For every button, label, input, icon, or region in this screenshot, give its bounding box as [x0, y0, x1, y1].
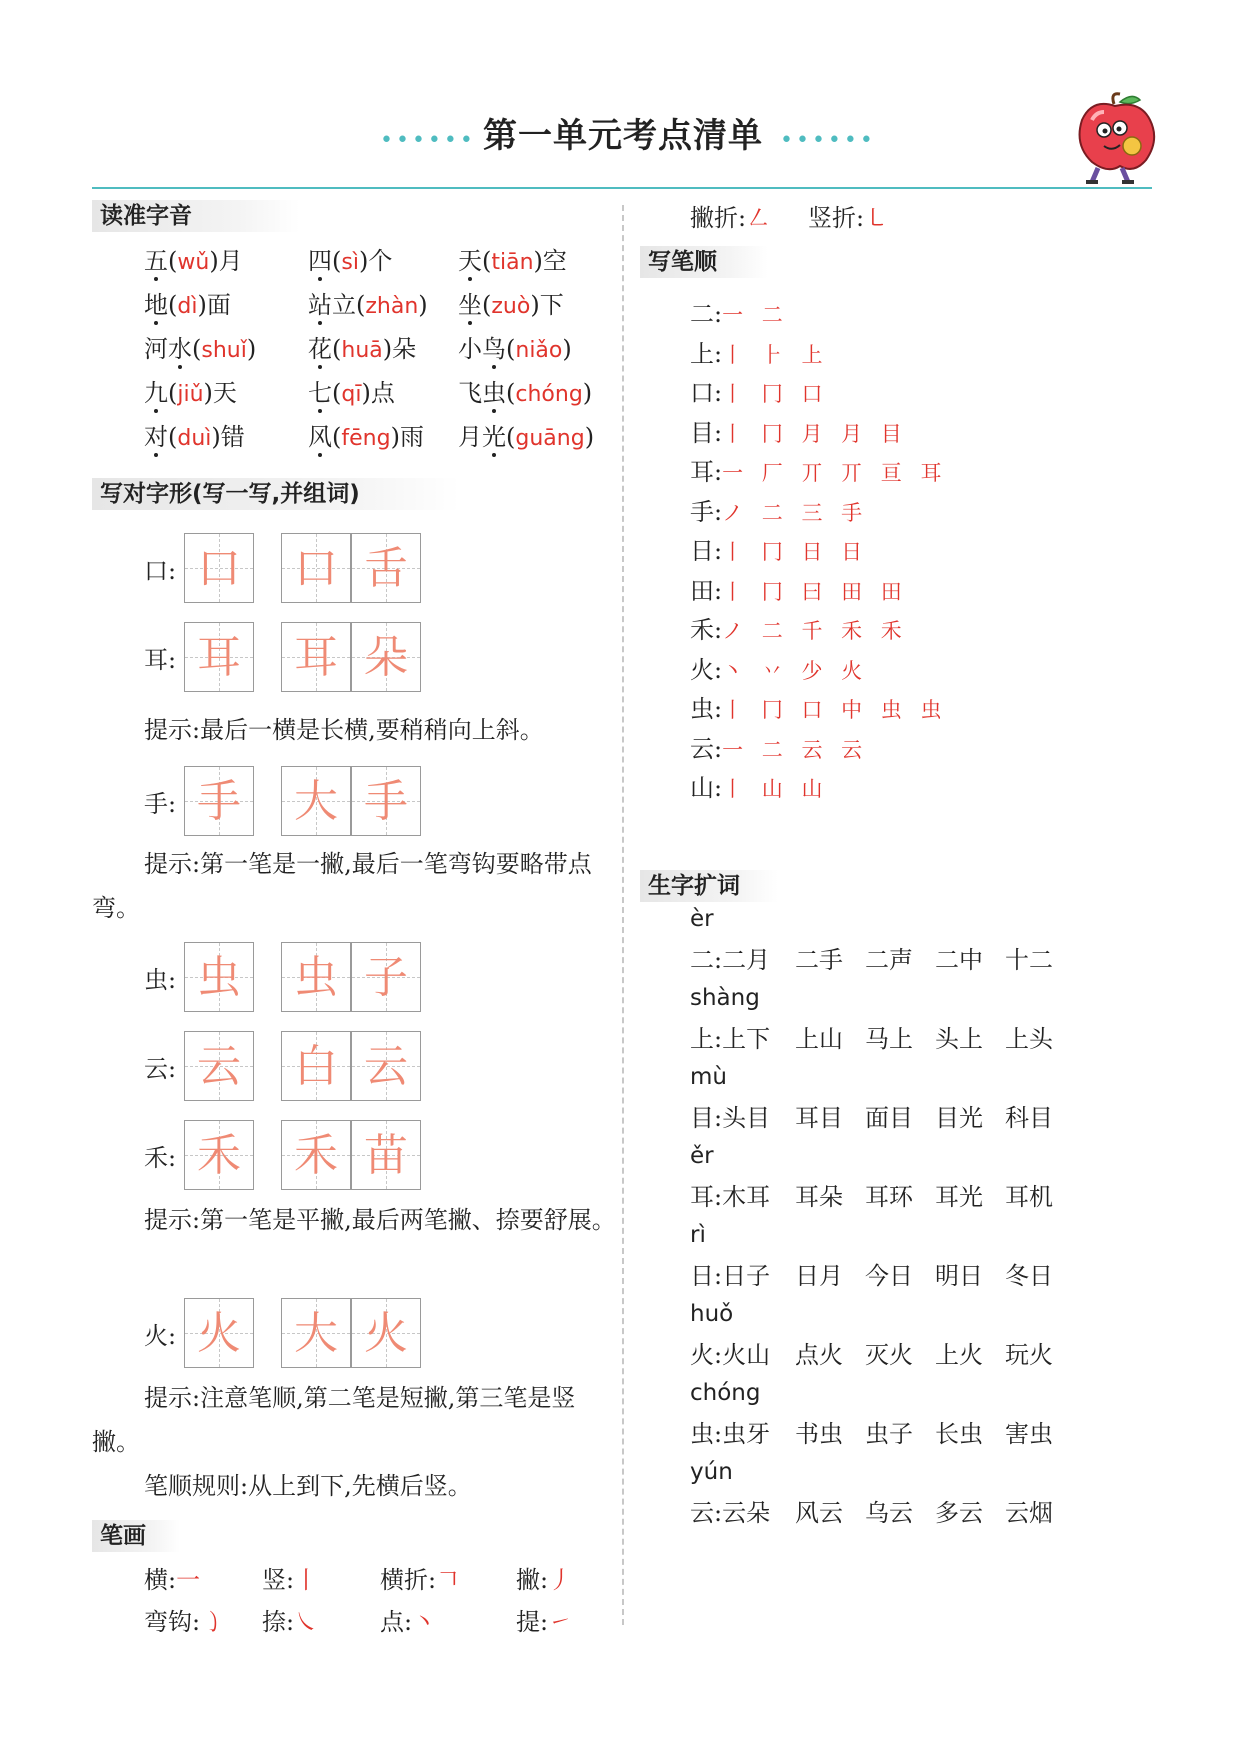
stroke-item	[144, 1604, 224, 1640]
vocab-pinyin: yún	[690, 1459, 733, 1485]
vocab-word: 书虫	[795, 1420, 843, 1448]
pinyin-suffix: )个	[358, 247, 393, 275]
vocab-word: 云烟	[1005, 1499, 1053, 1527]
tianzi-char: 口	[294, 543, 338, 594]
tianzi-box	[184, 942, 254, 1012]
pinyin-char: 天(	[458, 247, 492, 275]
order-sequence: 丨 山 山	[722, 777, 829, 801]
stroke-name: 撇:	[516, 1566, 549, 1594]
decorative-dots-left: ••••••	[380, 128, 476, 153]
pinyin-answer: dì	[177, 294, 198, 319]
vocab-word: 虫:虫牙	[690, 1420, 771, 1448]
vocab-word: 马上	[865, 1025, 913, 1053]
pinyin-char: 地(	[144, 291, 178, 319]
vocab-word: 风云	[795, 1499, 843, 1527]
vocab-word: 上头	[1005, 1025, 1053, 1053]
pinyin-item	[144, 331, 256, 369]
tianzi-box	[281, 1031, 351, 1101]
stroke-name: 提:	[516, 1608, 549, 1636]
pinyin-answer: shuǐ	[201, 338, 247, 363]
stroke-order-row	[690, 652, 868, 688]
tianzi-box	[184, 533, 254, 603]
tip-text: 提示:最后一横是长横,要稍稍向上斜。	[144, 716, 544, 744]
stroke-name: 撇折:	[690, 204, 747, 232]
stroke-name: 横折:	[380, 1566, 437, 1594]
tianzi-box	[351, 1298, 421, 1368]
vocab-word: 头上	[935, 1025, 983, 1053]
order-label: 目:	[690, 418, 723, 447]
pinyin-char: 河水(	[144, 335, 202, 363]
stroke-glyph: ㇜	[746, 204, 771, 232]
vocab-word: 明日	[935, 1262, 983, 1290]
stroke-name: 点:	[380, 1608, 413, 1636]
order-sequence: ノ 二 三 手	[722, 500, 869, 525]
decorative-dots-right: ••••••	[780, 128, 876, 153]
pinyin-answer: wǔ	[177, 250, 210, 275]
page-header	[0, 100, 1241, 180]
section-title-writing: 写对字形(写一写,并组词)	[92, 478, 460, 510]
char-label: 虫:	[144, 966, 177, 994]
stroke-name: 横:	[144, 1566, 177, 1594]
tianzi-char: 大	[294, 776, 338, 827]
stroke-glyph: 一	[176, 1566, 201, 1594]
tianzi-box	[184, 1120, 254, 1190]
stroke-name: 竖折:	[808, 204, 865, 232]
stroke-glyph: ㇀	[548, 1608, 573, 1636]
vocab-pinyin: èr	[690, 906, 714, 932]
pinyin-char: 五(	[144, 247, 178, 275]
stroke-name: 弯钩:	[144, 1608, 201, 1636]
vocab-word: 二:二月	[690, 946, 771, 974]
section-title-order: 写笔顺	[640, 246, 768, 278]
stroke-order-row	[690, 573, 908, 609]
stroke-order-row	[690, 731, 868, 767]
char-label: 口:	[144, 557, 177, 585]
pinyin-item	[144, 287, 231, 325]
vocab-word: 二声	[865, 946, 913, 974]
order-sequence: 丨 冂 月 月 目	[722, 421, 908, 446]
vocab-word: 冬日	[1005, 1262, 1053, 1290]
vocab-pinyin: huǒ	[690, 1301, 734, 1327]
pinyin-char: 四(	[308, 247, 342, 275]
tianzi-char: 云	[364, 1041, 408, 1092]
order-label: 耳:	[690, 458, 723, 486]
pinyin-char: 飞虫(	[458, 379, 516, 407]
char-label: 禾:	[144, 1144, 177, 1172]
pinyin-answer: fēng	[341, 426, 391, 451]
pinyin-char: 花(	[308, 335, 342, 363]
order-sequence: 一 二	[722, 303, 789, 327]
tianzi-box	[351, 533, 421, 603]
stroke-glyph: 丿	[548, 1566, 573, 1594]
stroke-item	[380, 1604, 436, 1640]
char-label: 耳:	[144, 646, 177, 674]
vocab-word: 火:火山	[690, 1341, 771, 1369]
pinyin-answer: zhàn	[365, 294, 419, 319]
order-label: 口:	[690, 379, 723, 407]
pinyin-suffix: )点	[361, 379, 395, 407]
stroke-order-row	[690, 533, 868, 569]
stroke-item	[516, 1604, 572, 1640]
stroke-order-row	[690, 691, 947, 727]
tianzi-char: 虫	[294, 952, 338, 1003]
pinyin-item	[308, 287, 428, 325]
vocab-word: 科目	[1005, 1104, 1053, 1132]
vocab-word: 二手	[795, 946, 843, 974]
pinyin-answer: jiǔ	[177, 382, 204, 407]
pinyin-suffix: )雨	[390, 423, 424, 451]
pinyin-item	[308, 243, 392, 281]
stroke-item	[144, 1562, 200, 1598]
stroke-glyph: 丨	[294, 1566, 319, 1594]
tianzi-char: 舌	[364, 543, 408, 594]
stroke-glyph: 丶	[412, 1608, 437, 1636]
pinyin-suffix: )	[562, 335, 572, 363]
order-label: 禾:	[690, 616, 723, 644]
stroke-glyph: 𠃍	[436, 1566, 461, 1594]
order-label: 田:	[690, 576, 723, 605]
tianzi-box	[281, 622, 351, 692]
tianzi-char: 手	[197, 776, 241, 827]
pinyin-item	[458, 419, 594, 457]
stroke-order-row	[690, 494, 868, 530]
tianzi-box	[281, 942, 351, 1012]
vocab-word: 耳光	[935, 1183, 983, 1211]
pinyin-suffix: )朵	[382, 335, 417, 363]
tianzi-box	[281, 1298, 351, 1368]
tianzi-box	[184, 1298, 254, 1368]
tianzi-box	[281, 533, 351, 603]
tianzi-char: 虫	[197, 952, 241, 1003]
tianzi-box	[351, 622, 421, 692]
tianzi-char: 火	[364, 1308, 408, 1359]
header-divider-line	[92, 187, 1152, 189]
pinyin-item	[144, 419, 245, 457]
vocab-pinyin: rì	[690, 1222, 706, 1248]
pinyin-suffix: )面	[197, 291, 231, 319]
column-divider	[622, 205, 624, 1625]
pinyin-answer: duì	[177, 426, 212, 451]
pinyin-char: 七(	[308, 379, 342, 407]
tianzi-char: 禾	[294, 1130, 338, 1181]
pinyin-suffix: )	[418, 291, 428, 319]
tianzi-char: 朵	[364, 632, 408, 683]
tip-text: 提示:第一笔是一撇,最后一笔弯钩要略带点弯。	[92, 850, 592, 922]
pinyin-item	[144, 243, 243, 281]
stroke-order-row	[690, 612, 908, 648]
order-label: 上:	[690, 339, 723, 368]
vocab-word: 乌云	[865, 1499, 913, 1527]
vocab-word: 目光	[935, 1104, 983, 1132]
char-label: 云:	[144, 1055, 177, 1083]
stroke-order-row	[690, 415, 908, 451]
pinyin-item	[458, 375, 592, 413]
stroke-order-row	[690, 454, 947, 490]
tianzi-box	[184, 1031, 254, 1101]
tianzi-char: 耳	[294, 632, 338, 683]
order-sequence: 一 二 云 云	[722, 737, 869, 762]
stroke-item	[262, 1604, 318, 1640]
vocab-pinyin: shàng	[690, 985, 760, 1011]
pinyin-suffix: )下	[530, 291, 564, 319]
order-label: 火:	[690, 655, 723, 684]
pinyin-char: 九(	[144, 379, 178, 407]
order-sequence: ノ 二 千 禾 禾	[722, 619, 908, 643]
vocab-word: 日月	[795, 1262, 843, 1290]
vocab-word: 耳:木耳	[690, 1183, 771, 1211]
pinyin-item	[308, 375, 395, 413]
order-sequence: 丨 冂 曰 田 田	[722, 579, 908, 604]
vocab-pinyin: mù	[690, 1064, 727, 1090]
stroke-glyph: ㇄	[864, 204, 889, 232]
tianzi-char: 火	[197, 1308, 241, 1359]
pinyin-answer: guāng	[515, 426, 585, 451]
order-label: 云:	[690, 734, 723, 763]
order-sequence: 丨 冂 日 日	[722, 540, 869, 564]
pinyin-suffix: )	[584, 423, 595, 451]
stroke-name: 竖:	[262, 1566, 295, 1594]
pinyin-suffix: )天	[203, 379, 237, 407]
pinyin-answer: niǎo	[515, 338, 563, 363]
tianzi-box	[351, 1120, 421, 1190]
vocab-word: 上火	[935, 1341, 983, 1369]
pinyin-char: 站立(	[308, 291, 366, 319]
vocab-word: 耳环	[865, 1183, 913, 1211]
tianzi-char: 云	[197, 1041, 241, 1092]
tip-text: 提示:注意笔顺,第二笔是短撇,第三笔是竖撇。	[92, 1384, 576, 1456]
order-label: 山:	[690, 774, 723, 802]
stroke-order-row	[690, 375, 828, 411]
vocab-word: 害虫	[1005, 1420, 1053, 1448]
order-sequence: 丶 丷 少 火	[722, 658, 869, 683]
pinyin-char: 对(	[144, 423, 178, 451]
tianzi-box	[351, 1031, 421, 1101]
pinyin-suffix: )错	[211, 423, 245, 451]
stroke-order-row	[690, 336, 828, 372]
order-label: 二:	[690, 300, 723, 328]
pinyin-item	[458, 287, 564, 325]
tip-text: 提示:第一笔是平撇,最后两笔撇、捺要舒展。	[144, 1206, 616, 1234]
stroke-glyph: ㇏	[294, 1608, 319, 1636]
tianzi-char: 苗	[364, 1130, 408, 1181]
pinyin-char: 月光(	[458, 423, 516, 451]
char-label: 火:	[144, 1322, 177, 1350]
vocab-word: 耳机	[1005, 1183, 1053, 1211]
order-sequence: 一 厂 丌 丌 亘 耳	[722, 461, 948, 485]
pinyin-item	[458, 331, 572, 369]
vocab-word: 云:云朵	[690, 1499, 771, 1527]
vocab-word: 上山	[795, 1025, 843, 1053]
pinyin-answer: tiān	[491, 250, 534, 275]
stroke-order-row	[690, 296, 789, 332]
pinyin-answer: chóng	[515, 382, 583, 407]
vocab-word: 玩火	[1005, 1341, 1053, 1369]
stroke-item	[808, 200, 888, 236]
pinyin-answer: sì	[341, 250, 359, 275]
tianzi-char: 耳	[197, 632, 241, 683]
vocab-word: 今日	[865, 1262, 913, 1290]
vocab-word: 上:上下	[690, 1025, 771, 1053]
pinyin-suffix: )	[582, 379, 593, 407]
vocab-word: 耳朵	[795, 1183, 843, 1211]
tianzi-box	[351, 766, 421, 836]
tianzi-box	[184, 622, 254, 692]
pinyin-suffix: )月	[209, 247, 243, 275]
stroke-item	[380, 1562, 460, 1598]
tianzi-box	[351, 942, 421, 1012]
tianzi-char: 白	[294, 1041, 338, 1092]
vocab-word: 日:日子	[690, 1262, 771, 1290]
vocab-word: 目:头目	[690, 1104, 771, 1132]
tianzi-box	[184, 766, 254, 836]
page-title: 第一单元考点清单	[483, 116, 763, 156]
section-title-strokes: 笔画	[92, 1520, 180, 1552]
pinyin-suffix: )	[246, 335, 257, 363]
stroke-order-row	[690, 770, 828, 806]
tianzi-char: 子	[364, 952, 408, 1003]
order-label: 虫:	[690, 695, 723, 723]
vocab-word: 长虫	[935, 1420, 983, 1448]
order-sequence: 丨 冂 口 中 虫 虫	[722, 698, 948, 722]
vocab-word: 灭火	[865, 1341, 913, 1369]
vocab-word: 十二	[1005, 946, 1053, 974]
stroke-item	[262, 1562, 318, 1598]
tianzi-char: 手	[364, 776, 408, 827]
tianzi-char: 禾	[197, 1130, 241, 1181]
vocab-pinyin: chóng	[690, 1380, 761, 1406]
pinyin-char: 风(	[308, 423, 342, 451]
pinyin-item	[144, 375, 237, 413]
vocab-word: 二中	[935, 946, 983, 974]
section-title-vocab: 生字扩词	[640, 870, 778, 902]
apple-mascot-icon	[1070, 90, 1160, 185]
vocab-word: 点火	[795, 1341, 843, 1369]
vocab-word: 耳目	[795, 1104, 843, 1132]
stroke-name: 捺:	[262, 1608, 295, 1636]
order-label: 手:	[690, 497, 723, 526]
char-label: 手:	[144, 790, 177, 818]
pinyin-item	[308, 419, 424, 457]
pinyin-item	[458, 243, 567, 281]
order-label: 日:	[690, 537, 723, 565]
rule-text: 笔顺规则:从上到下,先横后竖。	[144, 1472, 472, 1500]
tianzi-box	[281, 1120, 351, 1190]
tianzi-box	[281, 766, 351, 836]
tianzi-char: 口	[197, 543, 241, 594]
vocab-pinyin: ěr	[690, 1143, 714, 1169]
order-sequence: 丨 冂 口	[722, 382, 829, 406]
stroke-item	[516, 1562, 572, 1598]
stroke-item	[690, 200, 770, 236]
stroke-glyph: ㇁	[200, 1608, 225, 1636]
pinyin-answer: zuò	[491, 294, 531, 319]
tianzi-char: 大	[294, 1308, 338, 1359]
vocab-word: 多云	[935, 1499, 983, 1527]
pinyin-answer: huā	[341, 338, 383, 363]
pinyin-suffix: )空	[533, 247, 567, 275]
pinyin-char: 坐(	[458, 291, 492, 319]
pinyin-item	[308, 331, 416, 369]
order-sequence: 丨 ⺊ 上	[722, 342, 829, 367]
vocab-word: 面目	[865, 1104, 913, 1132]
vocab-word: 虫子	[865, 1420, 913, 1448]
section-title-reading: 读准字音	[92, 200, 300, 232]
pinyin-answer: qī	[341, 382, 362, 407]
pinyin-char: 小鸟(	[458, 335, 516, 363]
